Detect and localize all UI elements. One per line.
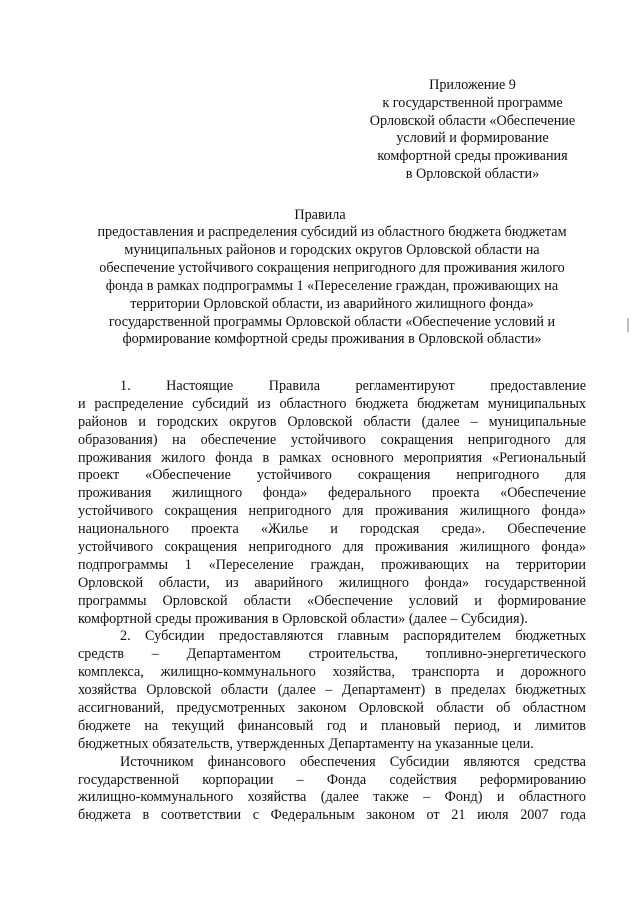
- body-word: финансовый: [237, 717, 314, 734]
- body-word: фонда»: [262, 485, 308, 502]
- body-word: мероприятия: [403, 449, 483, 466]
- body-word: в: [434, 682, 442, 699]
- body-line: [78, 772, 586, 790]
- body-line: [78, 628, 586, 646]
- body-word: «Обеспечение: [500, 485, 586, 502]
- body-line: [78, 378, 586, 396]
- body-line: бюджетных обязательств, утвержденных Департаменту на указанные цели.: [78, 735, 534, 752]
- body-word: фонда»: [541, 539, 586, 556]
- subtitle-line: предоставления и распределения субсидий из областного бюджета бюджетам: [97, 224, 567, 240]
- body-word: «Жилье: [260, 521, 309, 538]
- body-word: Орловской: [78, 574, 144, 591]
- body-word: с: [252, 807, 260, 824]
- body-line: [78, 396, 586, 414]
- body-word: комплекса,: [78, 664, 144, 681]
- document-subtitle: [70, 224, 594, 349]
- body-word: сокращения: [164, 503, 238, 520]
- body-word: проживания: [78, 485, 152, 502]
- body-word: законом: [297, 700, 347, 717]
- body-word: главным: [337, 628, 389, 645]
- body-word: на: [172, 431, 187, 448]
- body-word: 2.: [120, 628, 131, 645]
- body-word: городских: [156, 413, 219, 430]
- body-word: непригодного: [248, 539, 332, 556]
- body-line: [78, 575, 586, 593]
- body-line: [78, 718, 586, 736]
- body-word: основного: [331, 449, 394, 466]
- body-word: Субсидии: [145, 628, 205, 645]
- body-word: строительства,: [308, 646, 399, 663]
- body-line: [78, 700, 586, 718]
- body-word: территории: [516, 556, 586, 573]
- body-word: Правила: [268, 378, 321, 394]
- body-word: ассигнований,: [78, 700, 165, 717]
- subtitle-line: государственной программы Орловской области «Обеспечение условий и: [108, 313, 556, 330]
- appendix-header: [350, 77, 595, 184]
- body-line: [78, 682, 586, 700]
- body-word: предоставляются: [218, 628, 324, 645]
- body-word: и: [138, 413, 146, 430]
- body-word: жилого: [161, 449, 206, 466]
- body-word: Фонд): [444, 789, 483, 806]
- body-word: в: [142, 807, 150, 824]
- body-word: области: [363, 413, 411, 430]
- body-word: распорядителем: [403, 628, 501, 645]
- body-word: области,: [158, 574, 210, 591]
- body-word: программы: [78, 592, 147, 609]
- body-word: проект: [78, 467, 120, 484]
- body-word: Источником: [120, 753, 194, 770]
- body-word: года: [560, 807, 586, 824]
- body-word: непригодного: [248, 503, 332, 520]
- body-word: из: [225, 574, 239, 591]
- body-word: государственной: [78, 771, 180, 788]
- body-word: транспорта: [411, 664, 480, 681]
- body-word: «Региональный: [492, 449, 586, 466]
- body-word: соответствии: [160, 807, 242, 824]
- body-word: предусмотренных: [176, 700, 286, 717]
- body-word: Орловской: [287, 413, 353, 430]
- body-word: Орловской: [146, 682, 212, 699]
- body-word: «Обеспечение: [306, 592, 393, 609]
- appendix-line: Приложение 9: [429, 77, 516, 93]
- body-word: муниципальных: [487, 395, 586, 412]
- appendix-line: в Орловской области»: [405, 165, 540, 182]
- body-word: и: [330, 521, 338, 538]
- body-word: (далее: [277, 682, 316, 699]
- body-word: устойчивого: [78, 539, 154, 556]
- body-word: фонда: [215, 449, 253, 466]
- body-line: [78, 414, 586, 432]
- body-word: для: [342, 503, 364, 520]
- body-word: областном: [522, 700, 586, 717]
- subtitle-line: муниципальных районов и городских округов Орловской области на: [124, 241, 540, 258]
- body-line: [78, 432, 586, 450]
- body-word: хозяйства: [78, 682, 137, 699]
- body-word: –: [151, 646, 159, 663]
- body-word: бюджетных: [515, 682, 586, 699]
- body-word: Фонда: [326, 771, 367, 788]
- body-word: для: [565, 431, 586, 448]
- body-word: округов: [229, 413, 277, 430]
- body-word: и: [496, 664, 504, 681]
- body-word: для: [342, 539, 364, 556]
- body-word: Департаментом: [186, 646, 281, 663]
- subtitle-line: обеспечение устойчивого сокращения непригодного для проживания жилого: [99, 259, 565, 276]
- body-word: –: [296, 771, 304, 788]
- body-line: [78, 593, 586, 611]
- body-word: Федеральным: [270, 807, 355, 824]
- body-word: области: [220, 682, 269, 699]
- body-word: национального: [78, 521, 169, 538]
- body-word: городская: [359, 521, 420, 538]
- body-word: –: [423, 789, 431, 806]
- body-word: июля: [477, 807, 509, 824]
- body-word: предоставление: [490, 378, 586, 394]
- body-word: топливно-энергетического: [425, 646, 586, 663]
- body-word: Субсидии: [389, 753, 450, 770]
- body-word: Обеспечение: [507, 521, 586, 538]
- body-word: корпорации: [202, 771, 274, 788]
- body-word: хозяйства: [247, 789, 307, 806]
- body-word: «Переселение: [208, 556, 294, 573]
- body-word: граждан,: [310, 556, 365, 573]
- body-word: 21: [451, 807, 466, 824]
- body-word: жилищного: [459, 503, 531, 520]
- body-word: фонда»: [541, 503, 586, 520]
- body-word: лимитов: [534, 717, 586, 734]
- body-line: [78, 503, 586, 521]
- body-word: жилищно-коммунального: [160, 664, 316, 681]
- body-word: текущий: [171, 717, 225, 734]
- body-word: (далее: [320, 789, 359, 806]
- body-word: содействия: [389, 771, 457, 788]
- body-word: законом: [366, 807, 415, 824]
- body-word: «Обеспечение: [145, 467, 231, 484]
- body-word: жилищного: [172, 485, 243, 502]
- body-word: устойчивого: [290, 431, 366, 448]
- body-line: [78, 485, 586, 503]
- body-word: 2007: [520, 807, 549, 824]
- body-word: распределение: [94, 395, 184, 412]
- body-word: финансового: [207, 753, 286, 770]
- body-word: и: [474, 592, 482, 609]
- body-word: Орловской: [358, 700, 424, 717]
- appendix-line: комфортной среды проживания: [377, 148, 568, 165]
- body-word: сокращения: [357, 467, 431, 484]
- body-word: бюджета: [355, 395, 409, 412]
- body-word: на: [144, 717, 159, 734]
- body-word: средств: [78, 646, 124, 663]
- body-line: [78, 664, 586, 682]
- body-word: хозяйства,: [332, 664, 395, 681]
- body-word: бюджетных: [515, 628, 586, 645]
- body-word: проекта: [431, 485, 480, 502]
- body-word: районов: [78, 413, 128, 430]
- body-line: [78, 754, 586, 772]
- body-word: дорожного: [520, 664, 586, 681]
- body-word: аварийного: [254, 574, 323, 591]
- body-word: регламентируют: [355, 378, 455, 394]
- body-word: 1.: [120, 378, 131, 394]
- appendix-line: условий и формирование: [396, 130, 549, 147]
- body-word: государственной: [484, 574, 586, 591]
- body-word: в: [262, 449, 270, 466]
- body-word: на: [485, 556, 500, 573]
- appendix-line: Орловской области «Обеспечение: [369, 112, 576, 129]
- body-line: [78, 450, 586, 468]
- body-word: для: [565, 467, 586, 484]
- body-word: 1: [184, 556, 192, 573]
- body-word: жилищного: [338, 574, 409, 591]
- body-word: бюджете: [78, 717, 131, 734]
- body-line: [78, 467, 586, 485]
- body-word: также: [373, 789, 409, 806]
- body-word: федерального: [328, 485, 412, 502]
- body-line: комфортной среды проживания в Орловской области» (далее – Субсидия).: [78, 610, 528, 627]
- body-word: сокращения: [164, 539, 238, 556]
- body-word: формирование: [497, 592, 586, 609]
- body-word: устойчивого: [256, 467, 332, 484]
- body-word: непригодного: [467, 431, 551, 448]
- body-word: фонда»: [424, 574, 470, 591]
- body-word: непригодного: [456, 467, 540, 484]
- body-word: период,: [454, 717, 501, 734]
- body-line: [78, 807, 586, 825]
- body-word: из: [257, 395, 271, 412]
- body-word: проживания: [78, 449, 152, 466]
- body-word: подпрограммы: [78, 556, 168, 573]
- body-word: плановый: [381, 717, 441, 734]
- body-word: образования): [78, 431, 158, 448]
- body-word: и: [359, 717, 368, 734]
- body-word: от: [426, 807, 440, 824]
- body-word: проекта: [191, 521, 239, 538]
- body-word: бюджета: [78, 807, 131, 824]
- appendix-line: к государственной программе: [382, 94, 563, 111]
- body-line: [78, 539, 586, 557]
- body-word: Департамент): [341, 682, 426, 699]
- body-word: средства: [533, 753, 586, 770]
- body-word: субсидий: [192, 395, 249, 412]
- body-word: жилищно-коммунального: [78, 789, 234, 806]
- body-word: пределах: [451, 682, 506, 699]
- subtitle-line: формирование комфортной среды проживания в Орловской области»: [122, 331, 542, 348]
- body-word: –: [325, 682, 333, 699]
- body-word: области: [436, 700, 484, 717]
- body-word: и: [513, 717, 522, 734]
- body-word: областного: [518, 789, 586, 806]
- body-text: [78, 378, 586, 825]
- body-word: и: [78, 395, 86, 412]
- body-word: проживающих: [380, 556, 469, 573]
- body-word: проживания: [375, 539, 449, 556]
- body-word: устойчивого: [78, 503, 154, 520]
- body-word: областного: [279, 395, 347, 412]
- body-word: проживания: [375, 503, 449, 520]
- body-word: и: [496, 789, 505, 806]
- body-word: Орловской: [162, 592, 228, 609]
- body-word: муниципальные: [488, 413, 586, 430]
- body-word: рамках: [279, 449, 322, 466]
- body-line: [78, 557, 586, 575]
- body-line: [78, 521, 586, 539]
- body-word: об: [496, 700, 511, 717]
- body-word: Настоящие: [166, 378, 234, 394]
- document-title: Правила: [294, 207, 346, 223]
- body-word: среда».: [441, 521, 486, 538]
- body-word: –: [470, 413, 478, 430]
- body-line: [78, 646, 586, 664]
- subtitle-line: фонда в рамках подпрограммы 1 «Переселение граждан, проживающих на: [105, 277, 559, 294]
- body-word: реформированию: [479, 771, 586, 788]
- body-line: [78, 789, 586, 807]
- body-word: жилищного: [459, 539, 531, 556]
- body-word: области: [243, 592, 291, 609]
- body-word: (далее: [421, 413, 460, 430]
- body-word: сокращения: [380, 431, 454, 448]
- body-word: обеспечения: [299, 753, 376, 770]
- body-word: обеспечение: [200, 431, 277, 448]
- body-word: бюджетам: [417, 395, 479, 412]
- subtitle-line: территории Орловской области, из аварийного жилищного фонда»: [130, 295, 534, 312]
- body-word: год: [326, 717, 347, 734]
- body-word: условий: [408, 592, 459, 609]
- scan-artifact: [627, 318, 629, 332]
- body-word: являются: [463, 753, 520, 770]
